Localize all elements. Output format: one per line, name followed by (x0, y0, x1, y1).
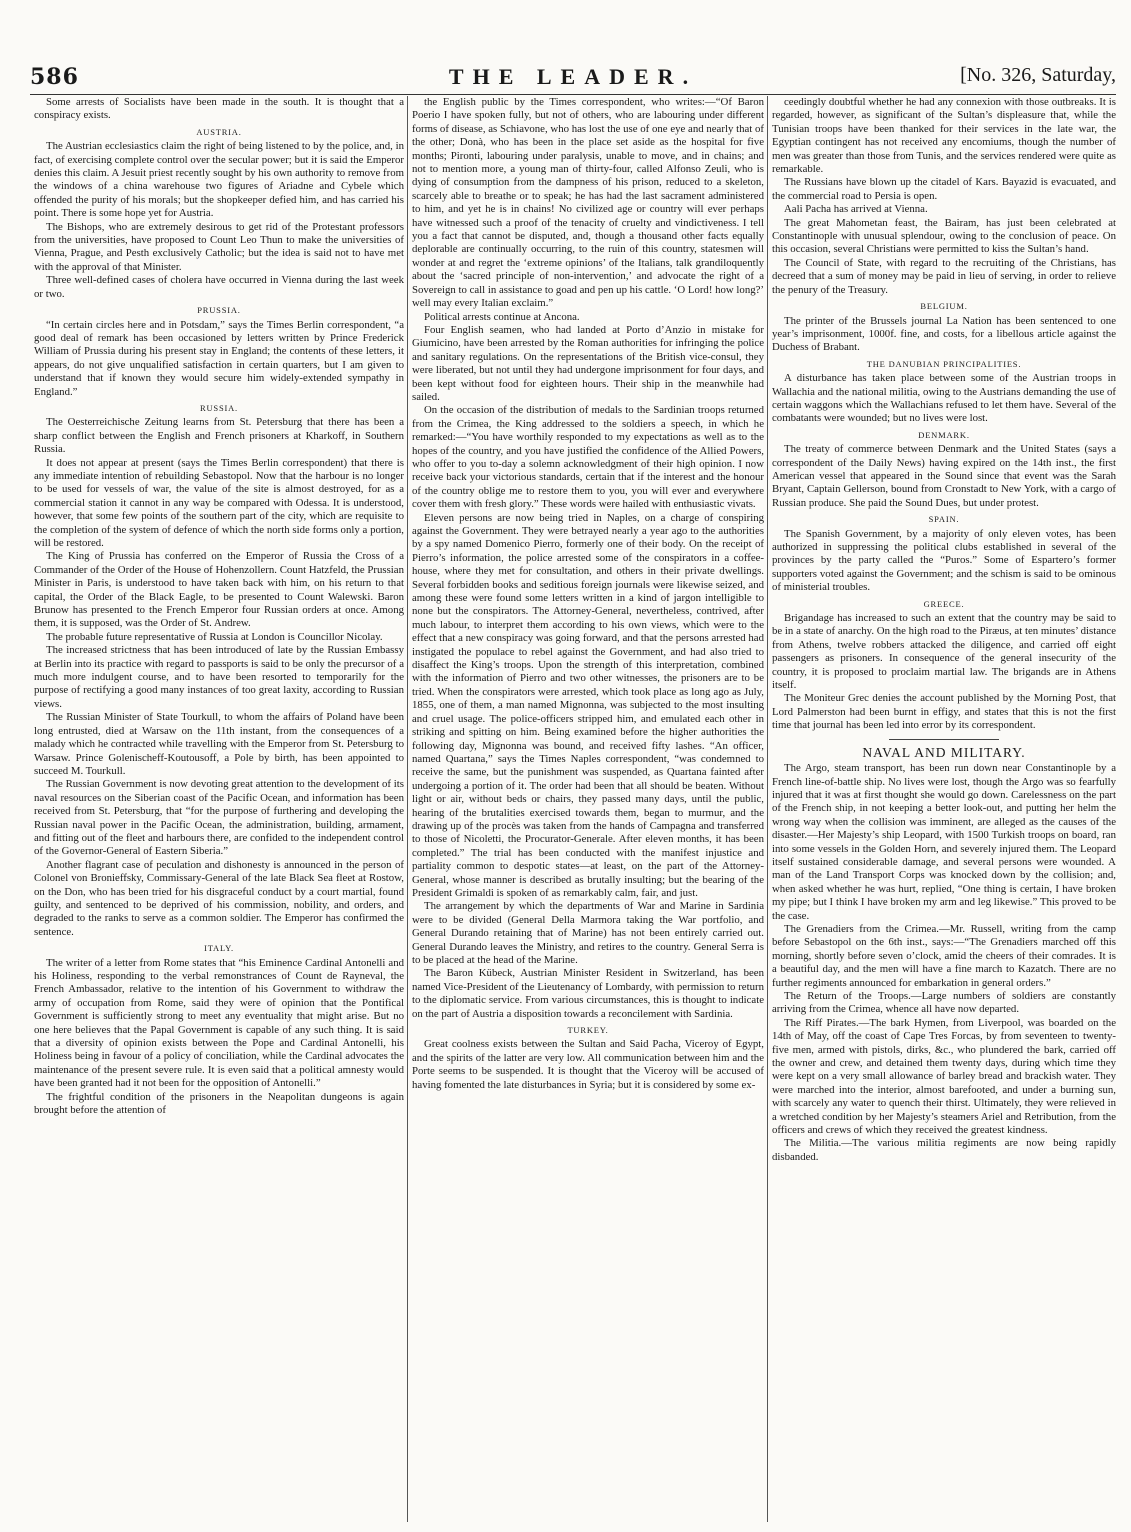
article-paragraph: The Oesterreichische Zeitung learns from St. Petersburg that there has been a sharp conflict between the English and French prisoners at Kharkoff, in Southern Russia. (34, 416, 404, 456)
article-paragraph: A disturbance has taken place between some of the Austrian troops in Wallachia and the national militia, owing to the Austrians demanding the use of certain waggons which the Wallachians refused to let them have. Several of the combatants were wounded; but no lives were lost. (772, 372, 1116, 425)
article-paragraph: The frightful condition of the prisoners in the Neapolitan dungeons is again brought before the attention of (34, 1090, 404, 1117)
article-paragraph: The Moniteur Grec denies the account published by the Morning Post, that Lord Palmerston had been burnt in effigy, and states that this is not the first time that journal has been led into error by its correspondent. (772, 692, 1116, 732)
masthead-rule (30, 94, 1116, 95)
article-paragraph: On the occasion of the distribution of medals to the Sardinian troops returned from the Crimea, the King addressed to the soldiers a speech, in which he remarked:—“You have worthily responded to my expectations as well as to the hopes of the country, and you have justified the confidence of the Allied Powers, who offer to you to-day a solemn acknowledgment of their high opinion. I now receive back your victorious standards, certain that if the interest and the honour of the country oblige me to restore them to you, you will ever and everywhere cover them with fresh glory.” These words were hailed with enthusiastic vivats. (412, 404, 764, 511)
column-divider (767, 96, 768, 1522)
article-paragraph: The great Mahometan feast, the Bairam, has just been celebrated at Constantinople with unusual splendour, owing to the conclusion of peace. On this occasion, several Christians were permitted to kiss the Sultan’s hand. (772, 216, 1116, 256)
issue-info: [No. 326, Saturday, (960, 64, 1116, 86)
article-paragraph: The Argo, steam transport, has been run down near Constantinople by a French line-of-battle ship. No lives were lost, though the Argo was so fearfully injured that it was at first thought she would go down. Carelessness on the part of the French ship, in not keeping a better look-out, and putting her helm the wrong way when the collision was imminent, are alleged as the causes of the disaster.—Her Majesty’s ship Leopard, with 1500 Turkish troops on board, ran into some vessels in the Golden Horn, and severely injured them. The Leopard itself sustained considerable damage, and several persons were wounded. A man of the Land Transport Corps was knocked down by the collision; and, when asked whether he was hurt, replied, “One thing is certain, I have broken my pipe; but I think I have broken my arm and leg likewise.” This proved to be the case. (772, 762, 1116, 922)
section-heading: AUSTRIA. (196, 126, 242, 137)
article-paragraph: The writer of a letter from Rome states that “his Eminence Cardinal Antonelli and his Holiness, responding to the verbal remonstrances of Count de Rayneval, the French Ambassador, relative to the intention of his Government to withdraw the army of occupation from Rome, said they were of opinion that the Pontifical Government is sufficiently strong to meet any eventuality that might arise. But no one here believes that the Papal Government is capable of any such thing. It is said that a diversity of opinion exists between the Pope and Cardinal Antonelli, his Holiness being in favour of a policy of conciliation, while the Cardinal advocates the maintenance of the present severe rule. It is even said that a political amnesty would have been granted had it not been for the opposition of Antonelli.” (34, 956, 404, 1090)
article-paragraph: “In certain circles here and in Potsdam,” says the Times Berlin correspondent, “a good deal of remark has been occasioned by letters written by Prince Frederick William of Prussia during his present stay in England; the contents of these letters, it appears, do not give unqualified satisfaction in certain quarters, but I am given to understand that if known they would secure him widely-extended sympathy in England.” (34, 318, 404, 398)
article-paragraph: Political arrests continue at Ancona. (424, 310, 580, 323)
column-2 (412, 96, 764, 1526)
section-divider (889, 739, 999, 740)
article-paragraph: The increased strictness that has been introduced of late by the Russian Embassy at Berlin into its practice with regard to passports is said to be only the precursor of a much more indulgent course, and to have been resorted to temporarily for the purpose of rectifying a good many instances of too great laxity, according to Russian views. (34, 644, 404, 710)
article-paragraph: The Return of the Troops.—Large numbers of soldiers are constantly arriving from the Crimea, whence all have now departed. (772, 990, 1116, 1016)
article-paragraph: The Grenadiers from the Crimea.—Mr. Russell, writing from the camp before Sebastopol on the 6th inst., says:—“The Grenadiers marched off this morning, shortly before seven o’clock, amid the cheers of their comrades. It is a beautiful day, and the men will have a fine march to Kazatch. There are no further regiments announced for embarkation in general orders.” (772, 922, 1116, 989)
article-paragraph: The arrangement by which the departments of War and Marine in Sardinia were to be divided (General Della Marmora taking the War portfolio, and General Durando retaining that of Marine) has not been entirely carried out. General Durando leaves the Ministry, and retires to the country. General Serra is to be placed at the head of the Marine. (412, 900, 764, 966)
column-1 (34, 96, 404, 1526)
section-heading: THE DANUBIAN PRINCIPALITIES. (866, 358, 1022, 369)
section-heading: PRUSSIA. (197, 305, 241, 316)
article-paragraph: the English public by the Times correspondent, who writes:—“Of Baron Poerio I have spoken fully, but not of others, who are labouring under different forms of disease, as Schiavone, who has lost the use of one eye and nearly that of the other; Donà, who has been in the place set aside as the hospital for five months; Pironti, labouring under paralysis, unable to move, and in chains; and not to mention more, a young man of thirty-four, called Alfonso Zeuli, who is dying of consumption from the dampness of his prison, reduced to a skeleton, scarcely able to breathe or to speak; he has had the last sacrament administered to him, and yet he is in chains! No civilized age or country will ever perhaps have witnessed such a proof of the tenacity of cruelty and vindictiveness. I tell you a fact that cannot be disputed, and, though a thousand other facts equally deplorable are continually occurring, to the ruin of this country, statesmen will wonder at and regret the ‘extreme opinions’ of the Italians, talk grandiloquently about the ‘sacred principle of non-intervention,’ and advocate the right of a Sovereign to call in assistance to goad and pen up his cattle. ‘O Lord! how long?’ well may every Italian exclaim.” (412, 96, 764, 310)
article-paragraph: Brigandage has increased to such an extent that the country may be said to be in a state of anarchy. On the high road to the Piræus, at ten minutes’ distance from Athens, twelve robbers attacked the diligence, and carried off eight passengers as prisoners. In consequence of the general insecurity of the country, it is proposed to proclaim martial law. The brigands are in Athens itself. (772, 612, 1116, 692)
section-heading: BELGIUM. (920, 301, 968, 312)
article-paragraph: It does not appear at present (says the Times Berlin correspondent) that there is any immediate intention of rebuilding Sebastopol. Now that the harbour is no longer to be used for vessels of war, the value of the site is almost destroyed, for as a commercial station it cannot in any way be compared with Odessa. It is understood, however, that some few points of the southern part of the city, which are requisite to the completion of the system of defence of which the north side forms only a portion, will be restored. (34, 456, 404, 549)
article-paragraph: Great coolness exists between the Sultan and Said Pacha, Viceroy of Egypt, and the spirits of the latter are very low. All communication between him and the Porte seems to be suspended. It is thought that the Viceroy will be accused of having fomented the late disturbances in Syria; but it is considered by some ex- (412, 1038, 764, 1091)
section-heading: RUSSIA. (200, 402, 238, 413)
column-3 (772, 96, 1116, 1526)
section-heading: SPAIN. (928, 514, 960, 525)
section-heading: TURKEY. (567, 1025, 609, 1036)
article-paragraph: The probable future representative of Russia at London is Councillor Nicolay. (46, 630, 383, 643)
section-title: NAVAL AND MILITARY. (862, 744, 1026, 760)
section-heading: ITALY. (204, 943, 234, 954)
article-paragraph: The Riff Pirates.—The bark Hymen, from Liverpool, was boarded on the 14th of May, off the coast of Cape Tres Forcas, by from seventeen to twenty-five men, armed with pistols, dirks, &c., who plundered the bark, carried off the owner and crew, and detained them twenty days, during which time they were kept on a very small allowance of barley bread and brackish water. They were marched into the interior, almost barefooted, and under a burning sun, with scarcely any water to quench their thirst. Ultimately, they were relieved in a wretched condition by her Majesty’s steamers Ariel and Retribution, from the officers and crews of which they received the greatest kindness. (772, 1016, 1116, 1137)
masthead (30, 64, 1116, 94)
article-paragraph: Four English seamen, who had landed at Porto d’Anzio in mistake for Giumicino, have been arrested by the Roman authorities for infringing the police and sanitary regulations. On the representations of the British vice-consul, they were liberated, but not until they had undergone imprisonment for four days, and been kept without food for eighteen hours. Their ship in the meanwhile had sailed. (412, 323, 764, 403)
article-paragraph: ceedingly doubtful whether he had any connexion with those outbreaks. It is regarded, however, as significant of the Sultan’s displeasure that, while the Tunisian troops have been thanked for their services in the late war, the Egyptian contingent has not received any encomiums, though the number of men was greater than those from Tunis, and the services rendered were quite as remarkable. (772, 96, 1116, 176)
article-paragraph: The Russian Government is now devoting great attention to the development of its naval resources on the Siberian coast of the Pacific Ocean, and information has been received from St. Petersburg, that “for the purpose of furthering and developing the Russian naval power in the Pacific Ocean, the administration, building, armament, and fitting out of the fleet and harbours there, are confided to the independent control of the Governor-General of Eastern Siberia.” (34, 778, 404, 858)
article-paragraph: The printer of the Brussels journal La Nation has been sentenced to one year’s imprisonment, 1000f. fine, and costs, for a libellous article against the Duchess of Brabant. (772, 314, 1116, 354)
section-heading: DENMARK. (918, 429, 970, 440)
article-paragraph: The Spanish Government, by a majority of only eleven votes, has been authorized in suppressing the political clubs established in several of the provinces by the party called the “Puros.” Some of Espartero’s former supporters voted against the Government; and the schism is said to be ominous of ministerial troubles. (772, 527, 1116, 594)
newspaper-title: THE LEADER. (448, 64, 698, 89)
article-paragraph: Eleven persons are now being tried in Naples, on a charge of conspiring against the Government. They were betrayed nearly a year ago to the authorities by a spy named Domenico Pierro, formerly one of their body. On the receipt of Pierro’s information, the police arrested some of the conspirators in a coffee-house, where they met for consultation, and others in their private dwellings. Several forbidden books and seditious foreign journals were likewise seized, and among these were found some letters written in a kind of jargon intelligible to none but the conspirators. The Attorney-General, nevertheless, contrived, after much labour, to interpret them according to his own views, which were to the effect that a new conspiracy was going forward, and that the persons arrested had instigated the populace to rebel against the Government, and had also tried to disaffect the King’s troops. Upon the strength of this interpretation, combined with the information of Pierro and two other witnesses, the prisoners are to be tried. When the conspirators were arrested, which took place as long ago as July, 1855, one of them, a man named Mignonna, was subjected to the most insulting and cruel usage. The police-officers stripped him, and emulated each other in striking and spitting on him. Being examined before the higher authorities the following day, Mignonna was bound, and received fifty lashes. “An officer, named Quartana,” says the Times Naples correspondent, “was condemned to receive the same, but the punishment was suspended, as Quartana fainted after undergoing a portion of it. The order had been that all should be beaten. Without light or air, without beds or chairs, they passed many days, until the public, hearing of the brutalities exercised towards them, began to murmur, and the drawing up of the procès was taken from the hands of Campagna and transferred to those of Nicoletti, the Procurator-Generale. After eleven months, it has been completed.” The trial has been conducted with the manifest injustice and partiality common to despotic states—at least, on the part of the Attorney-General, whose manner is described as brutally insulting; but the bearing of the President Grimaldi is spoken of as remarkably calm, fair, and just. (412, 511, 764, 899)
article-paragraph: The Militia.—The various militia regiments are now being rapidly disbanded. (772, 1137, 1116, 1163)
article-paragraph: The Russian Minister of State Tourkull, to whom the affairs of Poland have been long entrusted, died at Warsaw on the 11th instant, from the consequences of a malady which he contracted while travelling with the Emperor from St. Petersburg to Warsaw. Prince Golenischeff-Koutousoff, a Pole by birth, has been appointed to succeed M. Tourkull. (34, 711, 404, 777)
article-paragraph: Aali Pacha has arrived at Vienna. (784, 203, 928, 216)
article-paragraph: The treaty of commerce between Denmark and the United States (says a correspondent of the Daily News) having expired on the 14th inst., the first American vessel that appeared in the Sound since that event was the Sarah Bryant, Captain Gellerson, bound from Cronstadt to New York, with a cargo of Russian produce. She paid the Sound Dues, but under protest. (772, 443, 1116, 509)
article-paragraph: The Bishops, who are extremely desirous to get rid of the Protestant professors from the universities, have proposed to Count Leo Thun to make the universities of Vienna, Prague, and Pesth exclusively Catholic; but the idea is said not to have met with the approval of that Minister. (34, 220, 404, 273)
article-paragraph: The King of Prussia has conferred on the Emperor of Russia the Cross of a Commander of the Order of the House of Hohenzollern. Count Hatzfeld, the Prussian Minister in Paris, is understood to have taken back with him, on his return to that capital, the Order of the Black Eagle, to be presented to Count Walewski. Baron Brunow has presented to the French Emperor four Russian orders at once. Among them, it is supposed, was the Order of St. Andrew. (34, 550, 404, 630)
article-paragraph: Some arrests of Socialists have been made in the south. It is thought that a conspiracy exists. (34, 96, 404, 122)
column-divider (407, 96, 408, 1522)
article-paragraph: The Austrian ecclesiastics claim the right of being listened to by the police, and, in fact, of exercising complete control over the secular power; but it is said the Emperor denies this claim. A Jesuit priest recently sought by his own authority to remove from the windows of a china warehouse two figures of Ariadne and Cybele which offended the purity of his morals; but the shopkeeper defied him, and has carried his point. There is some hope yet for Austria. (34, 140, 404, 220)
page-number: 586 (30, 64, 79, 90)
article-paragraph: The Russians have blown up the citadel of Kars. Bayazid is evacuated, and the commercial road to Persia is open. (772, 176, 1116, 202)
article-paragraph: The Baron Kübeck, Austrian Minister Resident in Switzerland, has been named Vice-President of the Lieutenancy of Lombardy, with permission to return to the diplomatic service. From various circumstances, this is thought to indicate on the part of Austria a disposition towards a reconcilement with Sardinia. (412, 967, 764, 1020)
article-paragraph: Three well-defined cases of cholera have occurred in Vienna during the last week or two. (34, 274, 404, 300)
article-paragraph: Another flagrant case of peculation and dishonesty is announced in the person of Colonel von Bronieffsky, Commissary-General of the late Black Sea fleet at Rostow, on the Don, who has been tried for his disgraceful conduct by a court martial, found guilty, and sentenced to be deprived of his commission, nobility, and orders, and degraded to the ranks to serve as a common soldier. The Emperor has confirmed the sentence. (34, 858, 404, 938)
article-paragraph: The Council of State, with regard to the recruiting of the Christians, has decreed that a sum of money may be paid in lieu of serving, in order to relieve the penury of the Treasury. (772, 256, 1116, 296)
section-heading: GREECE. (923, 598, 965, 609)
